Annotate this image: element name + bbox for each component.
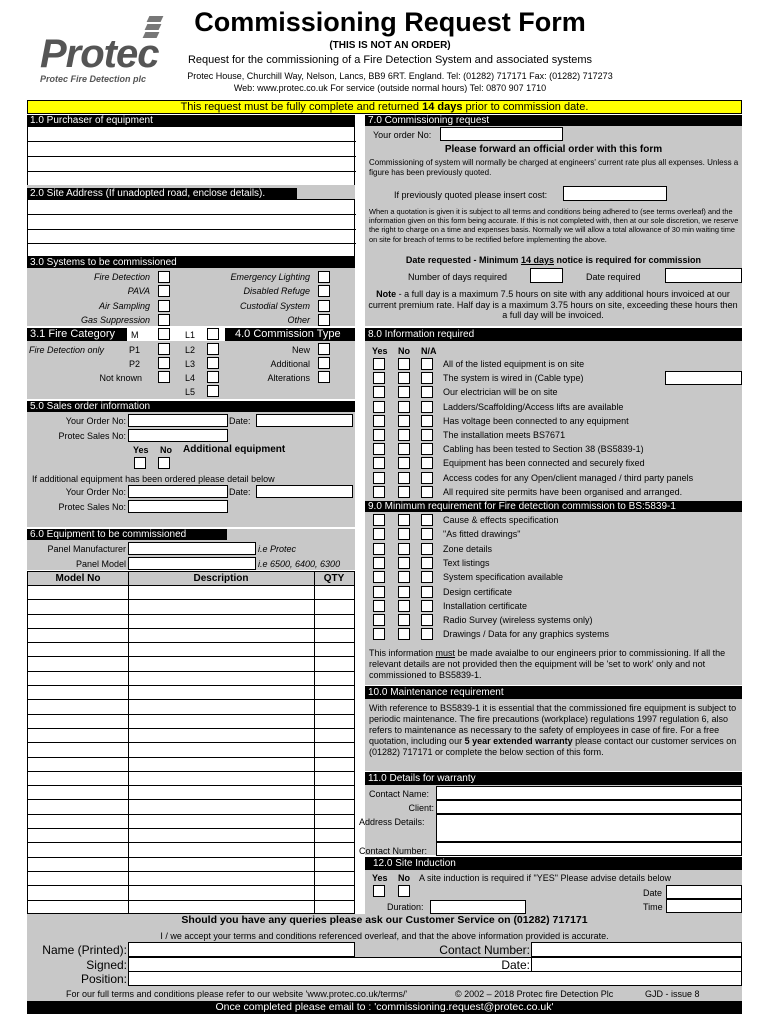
cat-l3-checkbox[interactable] <box>207 357 219 369</box>
protec-sales2-label: Protec Sales No: <box>58 502 126 512</box>
table-row[interactable] <box>28 672 354 686</box>
panel-manufacturer-input[interactable] <box>128 542 256 555</box>
info-no-checkbox[interactable] <box>398 429 410 441</box>
panel-manufacturer-label: Panel Manufacturer <box>47 544 126 554</box>
req-no-checkbox[interactable] <box>398 571 410 583</box>
col-description: Description <box>193 573 249 584</box>
cat-m-checkbox[interactable] <box>158 328 170 340</box>
table-row[interactable] <box>28 686 354 700</box>
info-yes-checkbox[interactable] <box>373 429 385 441</box>
type-alterations-checkbox[interactable] <box>318 371 330 383</box>
table-row[interactable] <box>28 586 354 600</box>
req-no-checkbox[interactable] <box>398 600 410 612</box>
info-yes-checkbox[interactable] <box>373 472 385 484</box>
info-no-label: No <box>398 346 410 356</box>
cable-type-input[interactable] <box>665 371 742 385</box>
info-item-label: Our electrician will be on site <box>443 387 558 398</box>
section-1-header: 1.0 Purchaser of equipment <box>27 115 355 126</box>
footer-contact-number-input[interactable] <box>531 942 742 957</box>
induction-yes-checkbox[interactable] <box>373 885 385 897</box>
type-additional-label: Additional <box>270 359 310 369</box>
fire-detection-only-label: Fire Detection only <box>29 345 105 355</box>
cat-l5-label: L5 <box>185 387 196 397</box>
info-item-label: Cabling has been tested to Section 38 (BS5839-1) <box>443 444 644 455</box>
table-row[interactable] <box>28 901 354 915</box>
signed-label: Signed: <box>86 958 127 972</box>
sys-disabled-refuge-checkbox[interactable] <box>318 285 330 297</box>
name-printed-input[interactable] <box>128 942 355 957</box>
req-no-checkbox[interactable] <box>398 528 410 540</box>
req-na-checkbox[interactable] <box>421 571 433 583</box>
client-input[interactable] <box>436 800 742 814</box>
req-na-checkbox[interactable] <box>421 600 433 612</box>
induction-note: A site induction is required if "YES" Please advise details below <box>419 873 672 883</box>
info-no-checkbox[interactable] <box>398 358 410 370</box>
table-row[interactable] <box>28 758 354 772</box>
cat-not-known-checkbox[interactable] <box>158 371 170 383</box>
order-date-input[interactable] <box>256 414 353 427</box>
section-2-header: 2.0 Site Address (If unadopted road, enclose details). <box>27 188 297 199</box>
info-item-label: Equipment has been connected and securely fixed <box>443 458 645 469</box>
company-web: Web: www.protec.co.uk For service (outside normal hours) Tel: 0870 907 1710 <box>233 83 547 93</box>
name-printed-label: Name (Printed): <box>42 943 127 957</box>
cat-not-known-label: Not known <box>99 373 142 383</box>
info-availability-note: This information must be made avaialbe to our engineers prior to commissioning. If all the relevant details are not provided then the equipment will be 'set to work' only and not commissioned to BS5839-1. <box>369 648 726 680</box>
table-row[interactable] <box>28 715 354 729</box>
deadline-banner: This request must be fully complete and returned 14 days prior to commission date. <box>27 100 742 114</box>
order-date-label: Date: <box>229 416 251 426</box>
table-row[interactable] <box>28 700 354 714</box>
info-na-checkbox[interactable] <box>421 358 433 370</box>
info-na-checkbox[interactable] <box>421 372 433 384</box>
req-item-label: Cause & effects specification <box>443 515 559 525</box>
req-no-checkbox[interactable] <box>398 543 410 555</box>
req-yes-checkbox[interactable] <box>373 614 385 626</box>
table-row[interactable] <box>28 886 354 900</box>
date-required-input[interactable] <box>665 268 742 283</box>
sys-gas-suppression-checkbox[interactable] <box>158 314 170 326</box>
induction-no-checkbox[interactable] <box>398 885 410 897</box>
official-order-note: Please forward an official order with this form <box>444 144 663 155</box>
induction-no-label: No <box>398 873 410 883</box>
footer-date-label: Date: <box>501 958 530 972</box>
your-order2-input[interactable] <box>128 485 228 498</box>
add-eq-no-checkbox[interactable] <box>158 457 170 469</box>
info-na-checkbox[interactable] <box>421 486 433 498</box>
table-row[interactable] <box>28 843 354 857</box>
col-model-no: Model No <box>55 573 101 584</box>
type-additional-checkbox[interactable] <box>318 357 330 369</box>
company-address: Protec House, Churchill Way, Nelson, Lancs, BB9 6RT. England. Tel: (01282) 717171 Fax: (01282) 717273 <box>187 71 613 81</box>
your-order-no-input[interactable] <box>440 127 563 141</box>
sys-pava-label: PAVA <box>127 286 150 296</box>
cat-p1-label: P1 <box>129 345 141 355</box>
induction-time-input[interactable] <box>666 899 742 913</box>
info-yes-checkbox[interactable] <box>373 386 385 398</box>
contact-number-input[interactable] <box>436 842 742 856</box>
info-na-label: N/A <box>421 346 437 356</box>
terms-link-note: For our full terms and conditions please refer to our website 'www.protec.co.uk/terms/' <box>66 989 408 999</box>
sys-other-label: Other <box>287 315 310 325</box>
date-requested-note: Date requested - Minimum 14 days notice is required for commission <box>405 255 702 265</box>
section-6-header: 6.0 Equipment to be commissioned <box>27 529 227 540</box>
req-yes-checkbox[interactable] <box>373 528 385 540</box>
req-yes-checkbox[interactable] <box>373 571 385 583</box>
info-no-checkbox[interactable] <box>398 386 410 398</box>
req-no-checkbox[interactable] <box>398 614 410 626</box>
purchaser-lines[interactable] <box>27 126 355 186</box>
table-row[interactable] <box>28 858 354 872</box>
req-item-label: Installation certificate <box>443 600 528 611</box>
info-na-checkbox[interactable] <box>421 472 433 484</box>
table-row[interactable] <box>28 801 354 815</box>
info-yes-label: Yes <box>372 346 388 356</box>
cat-l2-label: L2 <box>185 345 196 355</box>
panel-model-hint: i.e 6500, 6400, 6300 <box>258 559 341 569</box>
req-yes-checkbox[interactable] <box>373 543 385 555</box>
contact-name-input[interactable] <box>436 786 742 800</box>
table-row[interactable] <box>28 629 354 643</box>
info-no-checkbox[interactable] <box>398 372 410 384</box>
info-na-checkbox[interactable] <box>421 429 433 441</box>
protec-sales-input[interactable] <box>128 429 228 442</box>
table-row[interactable] <box>28 600 354 614</box>
table-row[interactable] <box>28 872 354 886</box>
info-yes-checkbox[interactable] <box>373 457 385 469</box>
induction-date-input[interactable] <box>666 885 742 899</box>
cat-l3-label: L3 <box>185 359 196 369</box>
sys-emergency-lighting-checkbox[interactable] <box>318 271 330 283</box>
info-no-checkbox[interactable] <box>398 401 410 413</box>
sys-air-sampling-label: Air Sampling <box>98 301 150 311</box>
info-na-checkbox[interactable] <box>421 401 433 413</box>
sys-pava-checkbox[interactable] <box>158 285 170 297</box>
cat-l4-label: L4 <box>185 373 196 383</box>
table-row[interactable] <box>28 815 354 829</box>
logo-subtitle: Protec Fire Detection plc <box>40 74 147 84</box>
section-7-header: 7.0 Commissioning request <box>365 115 742 126</box>
info-no-checkbox[interactable] <box>398 457 410 469</box>
position-label: Position: <box>80 972 127 986</box>
section-5-header: 5.0 Sales order information <box>27 401 355 412</box>
info-no-checkbox[interactable] <box>398 443 410 455</box>
info-na-checkbox[interactable] <box>421 457 433 469</box>
induction-time-label: Time <box>643 902 663 912</box>
cat-l1-label: L1 <box>185 330 196 340</box>
section-11-header: 11.0 Details for warranty <box>365 772 742 785</box>
acceptance-note: I / we accept your terms and conditions referenced overleaf, and that the above information provided is accurate. <box>160 931 609 941</box>
table-row[interactable] <box>28 729 354 743</box>
req-item-label: Text listings <box>443 557 490 568</box>
req-yes-checkbox[interactable] <box>373 557 385 569</box>
address-details-label: Address Details: <box>359 817 425 827</box>
induction-duration-input[interactable] <box>430 900 526 914</box>
req-yes-checkbox[interactable] <box>373 586 385 598</box>
info-yes-checkbox[interactable] <box>373 443 385 455</box>
charge-note: Commissioning of system will normally be charged at engineers' current rate plus all expenses. Unless a figure has been previously quoted. <box>369 158 739 177</box>
cat-l5-checkbox[interactable] <box>207 385 219 397</box>
order-date2-label: Date: <box>229 487 251 497</box>
add-eq-yes-checkbox[interactable] <box>134 457 146 469</box>
info-yes-checkbox[interactable] <box>373 486 385 498</box>
section-10-header: 10.0 Maintenance requirement <box>365 686 742 699</box>
cat-m-label: M <box>131 330 139 340</box>
cat-p2-label: P2 <box>129 359 141 369</box>
quoted-cost-input[interactable] <box>563 186 667 201</box>
not-order-note: (THIS IS NOT AN ORDER) <box>329 40 451 51</box>
your-order-label: Your Order No: <box>65 416 126 426</box>
req-no-checkbox[interactable] <box>398 514 410 526</box>
if-additional-label: If additional equipment has been ordered please detail below <box>32 474 275 484</box>
info-yes-checkbox[interactable] <box>373 401 385 413</box>
info-no-checkbox[interactable] <box>398 472 410 484</box>
order-date2-input[interactable] <box>256 485 353 498</box>
sys-air-sampling-checkbox[interactable] <box>158 300 170 312</box>
full-day-note: Note - a full day is a maximum 7.5 hours on site with any additional hours invoiced at our current premium rate. Half day is a maximum 3.75 hours on site, exceeding these hours then a full day will be invoiced. <box>368 289 738 320</box>
info-yes-checkbox[interactable] <box>373 372 385 384</box>
days-required-input[interactable] <box>530 268 563 283</box>
info-no-checkbox[interactable] <box>398 415 410 427</box>
info-item-label: All required site permits have been organised and arranged. <box>443 486 683 497</box>
position-input[interactable] <box>128 971 742 986</box>
req-no-checkbox[interactable] <box>398 586 410 598</box>
info-item-label: All of the listed equipment is on site <box>443 359 585 369</box>
req-no-checkbox[interactable] <box>398 557 410 569</box>
info-item-label: Access codes for any Open/client managed / third party panels <box>443 472 694 483</box>
footer-date-input[interactable] <box>531 957 742 972</box>
panel-model-label: Panel Model <box>75 559 126 569</box>
req-yes-checkbox[interactable] <box>373 600 385 612</box>
induction-yes-label: Yes <box>372 873 388 883</box>
req-item-label: Design certificate <box>443 586 513 597</box>
req-na-checkbox[interactable] <box>421 586 433 598</box>
info-na-checkbox[interactable] <box>421 415 433 427</box>
panel-manufacturer-hint: i.e Protec <box>258 544 297 554</box>
table-row[interactable] <box>28 643 354 657</box>
table-row[interactable] <box>28 743 354 757</box>
add-eq-yes-label: Yes <box>133 445 149 455</box>
table-row[interactable] <box>28 829 354 843</box>
page-subtitle: Request for the commissioning of a Fire Detection System and associated systems <box>187 54 593 66</box>
req-na-checkbox[interactable] <box>421 514 433 526</box>
contact-name-label: Contact Name: <box>369 789 430 799</box>
req-na-checkbox[interactable] <box>421 528 433 540</box>
sys-emergency-lighting-label: Emergency Lighting <box>230 272 310 282</box>
email-banner: Once completed please email to : 'commissioning.request@protec.co.uk' <box>27 1001 742 1014</box>
info-na-checkbox[interactable] <box>421 443 433 455</box>
protec-sales2-input[interactable] <box>128 500 228 513</box>
table-row[interactable] <box>28 786 354 800</box>
logo <box>36 14 176 84</box>
date-required-label: Date required <box>586 272 641 282</box>
info-na-checkbox[interactable] <box>421 386 433 398</box>
induction-date-label: Date <box>643 888 663 898</box>
footer-contact-number-label: Contact Number: <box>439 943 530 957</box>
your-order-no-label: Your order No: <box>373 130 432 140</box>
add-eq-no-label: No <box>160 445 172 455</box>
info-item-label: The installation meets BS7671 <box>443 430 566 440</box>
req-no-checkbox[interactable] <box>398 628 410 640</box>
your-order2-label: Your Order No: <box>65 487 126 497</box>
info-item-label: The system is wired in (Cable type) <box>443 373 584 384</box>
req-na-checkbox[interactable] <box>421 628 433 640</box>
section-4-header: 4.0 Commission Type <box>225 328 355 341</box>
type-new-label: New <box>291 345 310 355</box>
sys-other-checkbox[interactable] <box>318 314 330 326</box>
contact-number-label: Contact Number: <box>359 846 428 856</box>
queries-note: Should you have any queries please ask our Customer Service on (01282) 717171 <box>181 914 588 926</box>
sys-fire-detection-label: Fire Detection <box>93 272 150 282</box>
sys-disabled-refuge-label: Disabled Refuge <box>243 286 310 296</box>
address-details-input[interactable] <box>436 814 742 842</box>
info-item-label: Has voltage been connected to any equipment <box>443 415 629 426</box>
logo-brand: Protec <box>40 32 159 76</box>
req-item-label: Radio Survey (wireless systems only) <box>443 615 593 626</box>
section-12-header: 12.0 Site Induction <box>365 857 742 870</box>
info-yes-checkbox[interactable] <box>373 415 385 427</box>
section-31-header: 3.1 Fire Category <box>27 328 127 341</box>
cat-l2-checkbox[interactable] <box>207 343 219 355</box>
req-na-checkbox[interactable] <box>421 557 433 569</box>
section-9-header: 9.0 Minimum requirement for Fire detection commission to BS:5839-1 <box>365 501 742 512</box>
sys-custodial-checkbox[interactable] <box>318 300 330 312</box>
maintenance-note: With reference to BS5839-1 it is essential that the commissioned fire equipment is subject to periodic maintenance. The fire precautions (workplace) regulations 1997 regulation 6, also refers to maintenance as necessary to the safety of employees in case of fire. For a free quotation, including our 5 year extended warranty please contact our customer services on (01282) 717171 or complete the below section of this form. <box>369 703 737 757</box>
your-order-input[interactable] <box>128 414 228 427</box>
type-alterations-label: Alterations <box>267 373 310 383</box>
table-row[interactable] <box>28 772 354 786</box>
table-row[interactable] <box>28 658 354 672</box>
copyright: © 2002 – 2018 Protec fire Detection Plc <box>455 989 614 999</box>
protec-sales-label: Protec Sales No: <box>58 431 126 441</box>
info-no-checkbox[interactable] <box>398 486 410 498</box>
cat-l4-checkbox[interactable] <box>207 371 219 383</box>
cat-l1-checkbox[interactable] <box>207 328 219 340</box>
site-address-lines[interactable] <box>27 199 355 257</box>
req-yes-checkbox[interactable] <box>373 514 385 526</box>
cat-p2-checkbox[interactable] <box>158 357 170 369</box>
req-item-label: Drawings / Data for any graphics systems <box>443 629 610 640</box>
req-item-label: Zone details <box>443 543 493 554</box>
client-label: Client: <box>408 803 434 813</box>
equipment-table <box>27 571 355 914</box>
req-yes-checkbox[interactable] <box>373 628 385 640</box>
page-title: Commissioning Request Form <box>194 7 586 37</box>
req-na-checkbox[interactable] <box>421 614 433 626</box>
sys-gas-suppression-label: Gas Suppression <box>80 315 150 325</box>
add-eq-label: Additional equipment <box>183 444 286 455</box>
induction-duration-label: Duration: <box>387 902 424 912</box>
info-item-label: Ladders/Scaffolding/Access lifts are available <box>443 401 624 412</box>
quoted-cost-label: If previously quoted please insert cost: <box>394 190 548 200</box>
issue-number: GJD - issue 8 <box>645 989 700 999</box>
terms-note: When a quotation is given it is subject to all terms and conditions being adhered to (see terms overleaf) and the information given on this form being accurate. If this is not completed with, then at our sole discretion, we reserve the right to charge on a time and expenses basis. Normally we will allow a total allowance of 30 min waiting time on site for breach of terms to be rectified before implementing the above. <box>369 207 739 244</box>
req-item-label: System specification available <box>443 572 564 583</box>
cat-p1-checkbox[interactable] <box>158 343 170 355</box>
col-qty: QTY <box>323 573 345 584</box>
section-8-header: 8.0 Information required <box>365 328 742 341</box>
info-yes-checkbox[interactable] <box>373 358 385 370</box>
req-item-label: "As fitted drawings" <box>443 529 521 540</box>
sys-fire-detection-checkbox[interactable] <box>158 271 170 283</box>
type-new-checkbox[interactable] <box>318 343 330 355</box>
table-row[interactable] <box>28 615 354 629</box>
section-3-header: 3.0 Systems to be commissioned <box>27 257 355 268</box>
sys-custodial-label: Custodial System <box>239 301 310 311</box>
req-na-checkbox[interactable] <box>421 543 433 555</box>
days-required-label: Number of days required <box>408 272 508 282</box>
panel-model-input[interactable] <box>128 557 256 570</box>
